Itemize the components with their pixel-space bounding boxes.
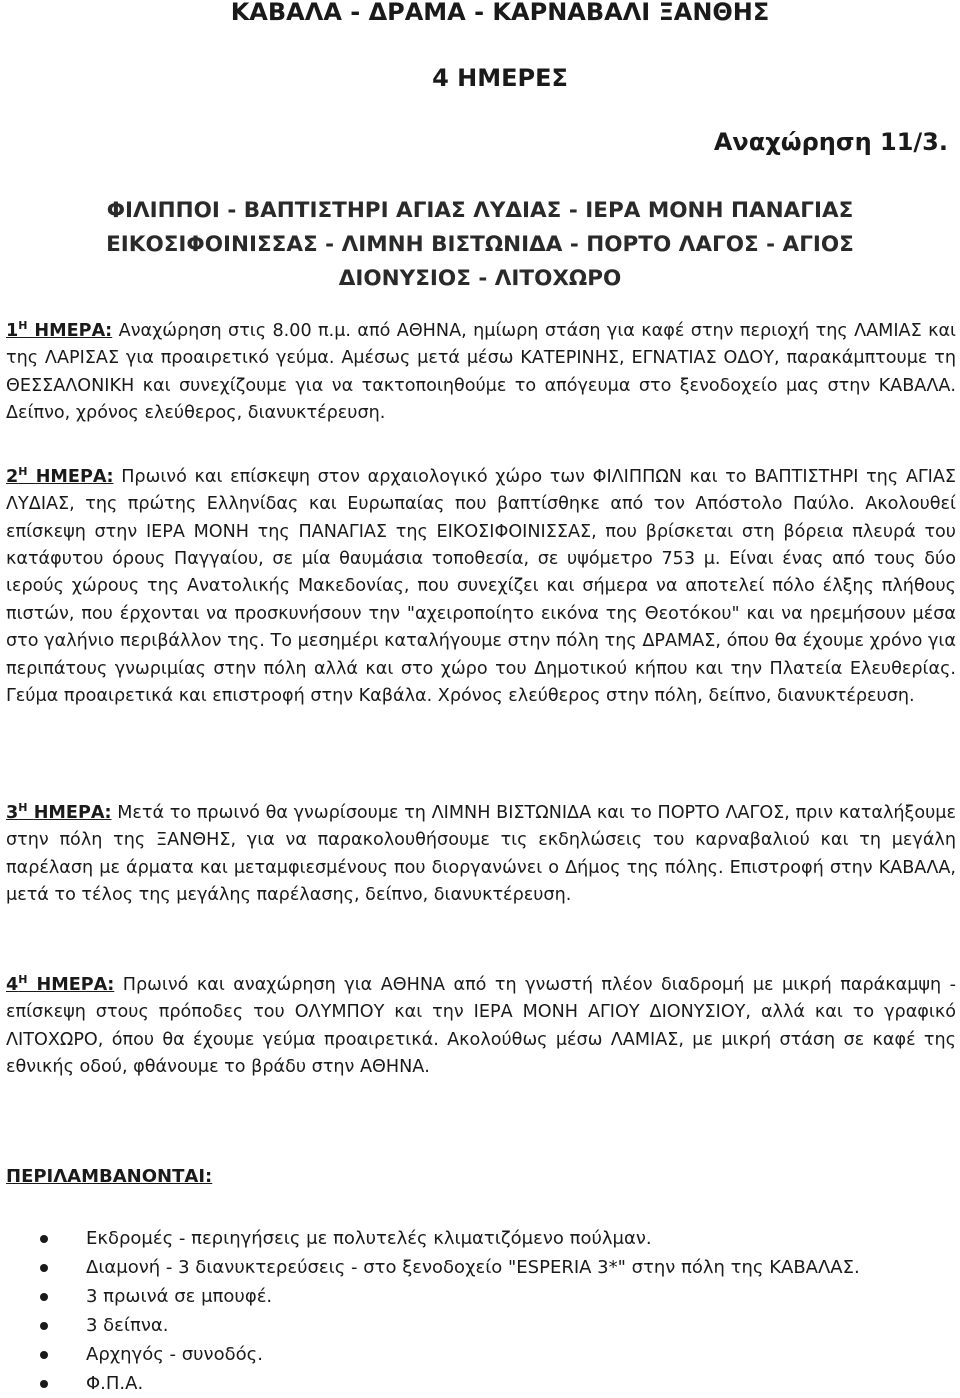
route-line: ΕΙΚΟΣΙΦΟΙΝΙΣΣΑΣ - ΛΙΜΝΗ ΒΙΣΤΩΝΙΔΑ - ΠΟΡΤΟ ΛΑΓΟΣ - ΑΓΙΟΣ	[106, 232, 854, 257]
day-label: ΗΜΕΡΑ:	[34, 320, 113, 341]
list-item-text: Διαμονή - 3 διανυκτερεύσεις - στο ξενοδοχείο "ESPERIA 3*" στην πόλη της ΚΑΒΑΛΑΣ.	[86, 1257, 860, 1278]
included-list	[0, 1224, 860, 1398]
list-item	[0, 1224, 860, 1253]
day-1-paragraph	[6, 312, 956, 427]
list-item	[0, 1369, 860, 1398]
route-summary	[0, 194, 960, 296]
list-item	[0, 1311, 860, 1340]
day-number: 4	[6, 974, 19, 995]
day-4-paragraph	[6, 966, 956, 1081]
tour-duration: 4 ΗΜΕΡΕΣ	[432, 64, 568, 92]
bullet-icon	[40, 1322, 48, 1330]
bullet-icon	[40, 1293, 48, 1301]
list-item-text: Αρχηγός - συνοδός.	[86, 1344, 263, 1365]
day-label: ΗΜΕΡΑ:	[35, 466, 114, 487]
list-item-text: 3 πρωινά σε μπουφέ.	[86, 1286, 273, 1307]
day-4-heading	[6, 975, 114, 995]
day-4-text: Πρωινό και αναχώρηση για ΑΘΗΝΑ από τη γνωστή πλέον διαδρομή με μικρή παράκαμψη - επίσκεψη στους πρόποδες του ΟΛΥΜΠΟΥ και την ΙΕΡΑ ΜΟΝΗ ΑΓΙΟΥ ΔΙΟΝΥΣΙΟΥ, αλλά και το γραφικό ΛΙΤΟΧΩΡΟ, όπου θα έχουμε γεύμα προαιρετικά. Ακολούθως μέσω ΛΑΜΙΑΣ, με μικρή στάση σε καφέ της εθνικής οδού, φθάνουμε το βράδυ στην ΑΘΗΝΑ.	[6, 974, 956, 1078]
bullet-icon	[40, 1264, 48, 1272]
day-superscript: Η	[18, 465, 28, 478]
day-superscript: Η	[18, 319, 28, 332]
tour-title: ΚΑΒΑΛΑ - ΔΡΑΜΑ - ΚΑΡΝΑΒΑΛΙ ΞΑΝΘΗΣ	[230, 0, 770, 26]
list-item	[0, 1253, 860, 1282]
day-2-heading	[6, 467, 114, 487]
day-number: 1	[6, 320, 19, 341]
bullet-icon	[40, 1235, 48, 1243]
day-label: ΗΜΕΡΑ:	[33, 802, 112, 823]
day-label: ΗΜΕΡΑ:	[36, 974, 115, 995]
day-3-heading	[6, 803, 112, 823]
day-number: 2	[6, 466, 19, 487]
day-number: 3	[6, 802, 19, 823]
day-superscript: Η	[18, 973, 28, 986]
bullet-icon	[40, 1380, 48, 1388]
day-superscript: Η	[18, 801, 28, 814]
day-3-text: Μετά το πρωινό θα γνωρίσουμε τη ΛΙΜΝΗ ΒΙΣΤΩΝΙΔΑ και το ΠΟΡΤΟ ΛΑΓΟΣ, πριν καταλήξουμε στην πόλη της ΞΑΝΘΗΣ, για να παρακολουθήσουμε τις εκδηλώσεις του καρναβαλιού και τη μεγάλη παρέλαση με άρματα και μεταμφιεσμένους που διοργανώνει ο Δήμος της πόλης. Επιστροφή στην ΚΑΒΑΛΑ, μετά το τέλος της μεγάλης παρέλασης, δείπνο, διανυκτέρευση.	[6, 802, 956, 906]
list-item-text: Εκδρομές - περιηγήσεις με πολυτελές κλιματιζόμενο πούλμαν.	[86, 1228, 652, 1249]
route-line: ΦΙΛΙΠΠΟΙ - ΒΑΠΤΙΣΤΗΡΙ ΑΓΙΑΣ ΛΥΔΙΑΣ - ΙΕΡΑ ΜΟΝΗ ΠΑΝΑΓΙΑΣ	[106, 198, 854, 223]
included-heading: ΠΕΡΙΛΑΜΒΑΝΟΝΤΑΙ:	[6, 1166, 213, 1187]
day-2-paragraph	[6, 458, 956, 711]
day-3-paragraph	[6, 794, 956, 909]
list-item	[0, 1282, 860, 1311]
list-item-text: Φ.Π.Α.	[86, 1373, 144, 1394]
day-1-text: Αναχώρηση στις 8.00 π.μ. από ΑΘΗΝΑ, ημίωρη στάση για καφέ στην περιοχή της ΛΑΜΙΑΣ και της ΛΑΡΙΣΑΣ για προαιρετικό γεύμα. Αμέσως μετά μέσω ΚΑΤΕΡΙΝΗΣ, ΕΓΝΑΤΙΑΣ ΟΔΟΥ, παρακάμπτουμε τη ΘΕΣΣΑΛΟΝΙΚΗ και συνεχίζουμε για να τακτοποιηθούμε το απόγευμα στο ξενοδοχείο μας στην ΚΑΒΑΛΑ. Δείπνο, χρόνος ελεύθερος, διανυκτέρευση.	[6, 320, 957, 424]
bullet-icon	[40, 1351, 48, 1359]
route-line: ΔΙΟΝΥΣΙΟΣ - ΛΙΤΟΧΩΡΟ	[338, 266, 622, 291]
day-2-text: Πρωινό και επίσκεψη στον αρχαιολογικό χώρο των ΦΙΛΙΠΠΩΝ και το ΒΑΠΤΙΣΤΗΡΙ της ΑΓΙΑΣ ΛΥΔΙΑΣ, της πρώτης Ελληνίδας και Ευρωπαίας που βαπτίσθηκε από τον Απόστολο Παύλο. Ακολουθεί επίσκεψη στην ΙΕΡΑ ΜΟΝΗ της ΠΑΝΑΓΙΑΣ της ΕΙΚΟΣΙΦΟΙΝΙΣΣΑΣ, που βρίσκεται στη βόρεια πλευρά του κατάφυτου όρους Παγγαίου, σε μία θαυμάσια τοποθεσία, σε υψόμετρο 753 μ. Είναι ένας από τους δύο ιερούς χώρους της Ανατολικής Μακεδονίας, που συνεχίζει και σήμερα να αποτελεί πόλο έλξης πλήθους πιστών, που έρχονται να προσκυνήσουν την "αχειροποίητο εικόνα της Θεοτόκου" και να ηρεμήσουν μέσα στο γαλήνιο περιβάλλον της. Το μεσημέρι καταλήγουμε στην πόλη της ΔΡΑΜΑΣ, όπου θα έχουμε χρόνο για περιπάτους γνωριμίας στην πόλη αλλά και στο χώρο του Δημοτικού κήπου και την Πλατεία Ελευθερίας. Γεύμα προαιρετικά και επιστροφή στην Καβάλα. Χρόνος ελεύθερος στην πόλη, δείπνο, διανυκτέρευση.	[6, 466, 956, 707]
list-item-text: 3 δείπνα.	[86, 1315, 169, 1336]
list-item	[0, 1340, 860, 1369]
day-1-heading	[6, 321, 112, 341]
departure-date: Αναχώρηση 11/3.	[713, 128, 948, 156]
